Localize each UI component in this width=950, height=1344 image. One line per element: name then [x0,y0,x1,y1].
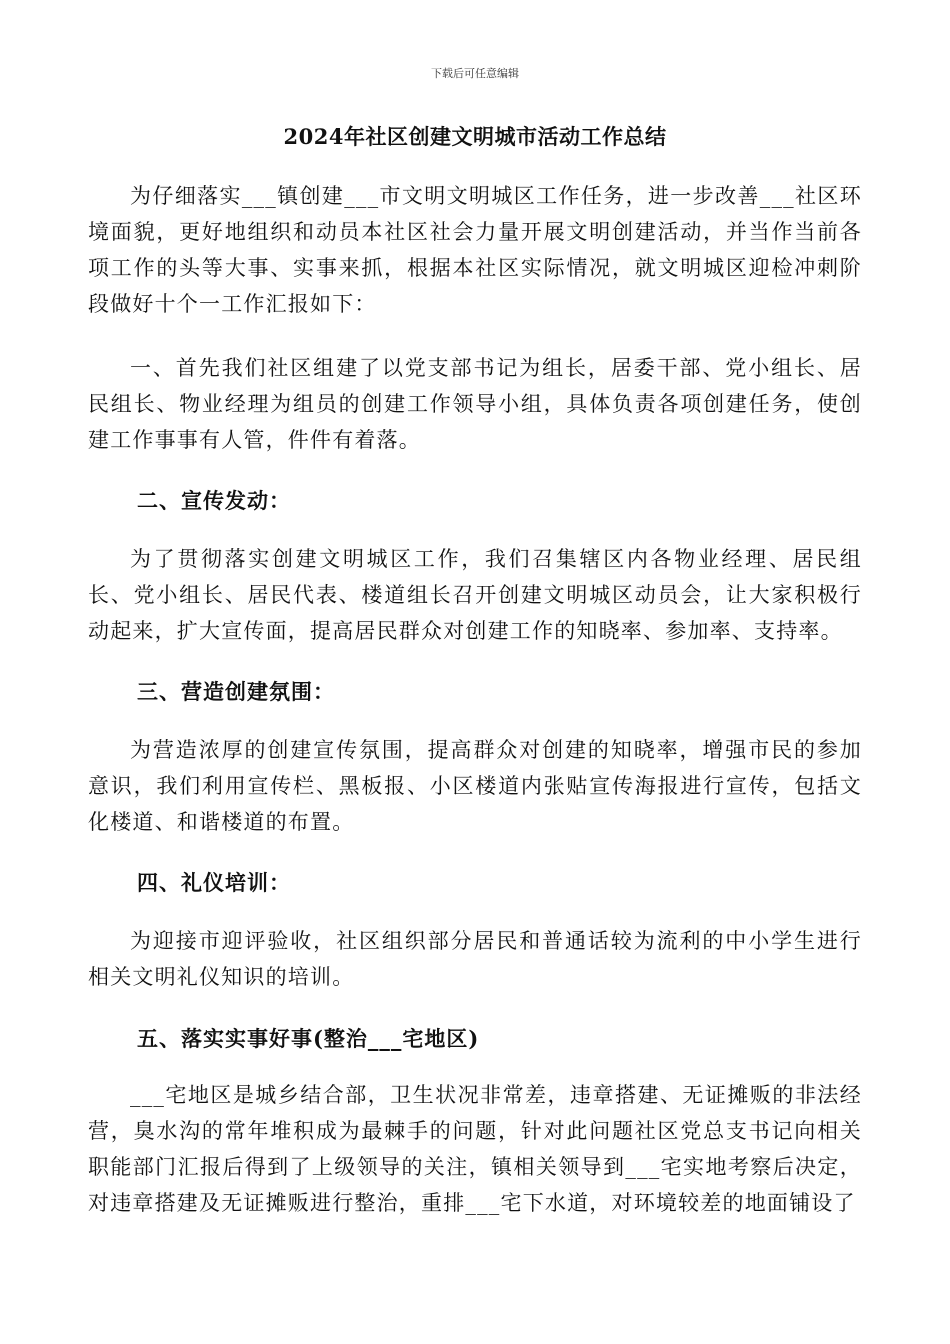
paragraph-section-5: ___宅地区是城乡结合部，卫生状况非常差，违章搭建、无证摊贩的非法经营，臭水沟的常年堆积成为最棘手的问题，针对此问题社区党总支书记向相关职能部门汇报后得到了上级领导的关注，镇相关领导到___宅实地考察后决定，对违章搭建及无证摊贩进行整治，重排___宅下水道，对环境较差的地面铺设了 [88,1083,862,1215]
section-heading-5: 五、落实实事好事(整治___宅地区) [137,1026,480,1051]
header-note: 下载后可任意编辑 [431,67,519,80]
paragraph-section-3: 为营造浓厚的创建宣传氛围，提高群众对创建的知晓率，增强市民的参加意识，我们利用宣传栏、黑板报、小区楼道内张贴宣传海报进行宣传，包括文化楼道、和谐楼道的布置。 [88,738,862,834]
paragraph-section-2: 为了贯彻落实创建文明城区工作，我们召集辖区内各物业经理、居民组长、党小组长、居民代表、楼道组长召开创建文明城区动员会，让大家积极行动起来，扩大宣传面，提高居民群众对创建工作的知晓率、参加率、支持率。 [88,547,862,643]
paragraph-section-4: 为迎接市迎评验收，社区组织部分居民和普通话较为流利的中小学生进行相关文明礼仪知识的培训。 [88,929,862,989]
paragraph-intro: 为仔细落实___镇创建___市文明文明城区工作任务，进一步改善___社区环境面貌，更好地组织和动员本社区社会力量开展文明创建活动，并当作当前各项工作的头等大事、实事来抓，根据本社区实际情况，就文明城区迎检冲刺阶段做好十个一工作汇报如下： [88,184,862,316]
section-heading-3: 三、营造创建氛围： [137,679,335,704]
document-title: 2024年社区创建文明城市活动工作总结 [283,124,667,149]
paragraph-section-1: 一、首先我们社区组建了以党支部书记为组长，居委干部、党小组长、居民组长、物业经理为组员的创建工作领导小组，具体负责各项创建任务，使创建工作事事有人管，件件有着落。 [88,356,862,452]
section-heading-4: 四、礼仪培训： [137,870,291,895]
section-heading-2: 二、宣传发动： [137,488,291,513]
